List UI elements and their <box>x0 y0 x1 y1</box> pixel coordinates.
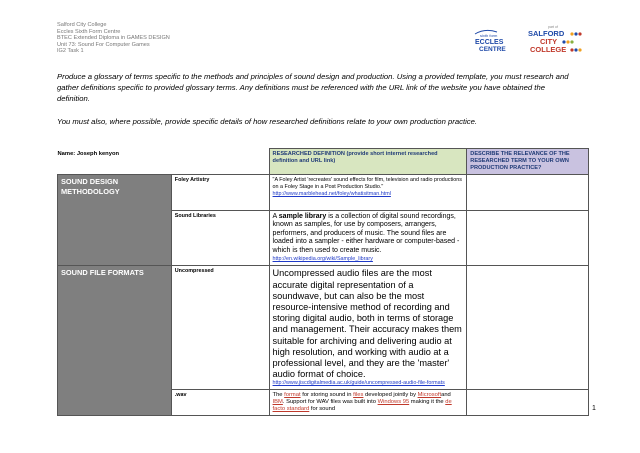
eccles-logo-line2: CENTRE <box>479 46 506 53</box>
term-foley-artistry: Foley Artistry <box>171 175 269 211</box>
definition-libraries-text: is a collection of digital sound recordings, known as samples, for use by composers, arrangers, performers, and producers of music. The sound files are loaded into a sampler - either hardware or computer-based - which is then used to create music. <box>272 213 460 254</box>
salford-logo-line2: CITY <box>540 37 558 46</box>
header-line-centre: Eccles Sixth Form Centre <box>57 28 121 35</box>
salford-city-college-logo <box>528 22 588 56</box>
relevance-foley[interactable] <box>467 175 589 211</box>
definition-libraries <box>269 211 467 266</box>
wav-link-windows95[interactable]: Windows 95 <box>377 399 410 406</box>
header-line-college: Salford City College <box>57 22 107 28</box>
definition-uncompressed <box>269 266 467 390</box>
wav-link-microsoft[interactable]: Microsoft <box>417 392 442 399</box>
definition-libraries-link[interactable]: http://en.wikipedia.org/wiki/Sample_library <box>272 256 373 263</box>
salford-logo-line3: COLLEGE <box>530 45 567 54</box>
wav-text-2: for storing sound in <box>300 392 354 399</box>
wav-link-files[interactable]: files <box>353 392 364 399</box>
header-line-task: IG2 Task 1 <box>57 48 84 55</box>
document-header <box>57 22 170 55</box>
definition-foley-text: "A Foley Artist 'recreates' sound effects for film, television and radio productions on a Foley Stage in a Post Production Studio." <box>272 177 462 190</box>
header-line-unit: Unit 73: Sound For Computer Games <box>57 41 150 48</box>
category-sound-design: SOUND DESIGN METHODOLOGY <box>58 175 172 266</box>
relevance-wav[interactable] <box>467 390 589 415</box>
term-wav: .wav <box>171 390 269 415</box>
wav-text-6: making it the <box>409 399 446 406</box>
definition-libraries-prefix: A <box>272 213 279 220</box>
eccles-logo-line1: ECCLES <box>475 39 504 46</box>
term-uncompressed: Uncompressed <box>171 266 269 390</box>
table-row <box>58 266 589 390</box>
salford-logo-line1: SALFORD <box>528 29 565 38</box>
wav-text-4: and <box>441 392 451 399</box>
category-sound-file-formats: SOUND FILE FORMATS <box>58 266 172 415</box>
definition-uncompressed-text: Uncompressed audio files are the most accurate digital representation of a soundwave, but can also be the most resource-intensive method of recording and storing digital audio, both in terms of storage and management. Their accuracy makes them suitable for archiving and delivering audio at high resolution, and working with audio at a professional level, and they are the 'master' audio format of choice. <box>272 268 462 380</box>
wav-text-5: . Support for WAV files was built into <box>282 399 378 406</box>
table-row <box>58 175 589 211</box>
relevance-header: DESCRIBE THE RELEVANCE OF THE RESEARCHED TERM TO YOUR OWN PRODUCTION PRACTICE? <box>467 149 589 175</box>
relevance-libraries[interactable] <box>467 211 589 266</box>
eccles-sixth-form-logo <box>473 28 519 54</box>
wav-link-ibm[interactable]: IBM <box>272 399 283 406</box>
table-header-row <box>58 149 589 175</box>
definition-wav <box>269 390 467 415</box>
definition-foley <box>269 175 467 211</box>
instructions-paragraph-1: Produce a glossary of terms specific to the methods and principles of sound design and production. Using a provided template, you must research and gather definitions specific to provided glossary terms. Any definitions must be referenced with the URL link of the website you have obtained the definition. <box>57 72 569 103</box>
wav-text-3: developed jointly by <box>363 392 418 399</box>
header-line-course: BTEC Extended Diploma in GAMES DESIGN <box>57 35 170 42</box>
salford-logo-top: part of <box>548 25 558 29</box>
wav-link-defacto[interactable]: de facto standard <box>272 399 452 413</box>
definition-libraries-bold: sample library <box>278 213 327 220</box>
researched-definition-header: RESEARCHED DEFINITION (provide short internet researched definition and URL link) <box>269 149 467 175</box>
definition-foley-link[interactable]: http://www.marblehead.net/foley/whatisitman.html <box>272 191 391 197</box>
glossary-table <box>57 148 589 416</box>
wav-text-7: for sound <box>309 406 336 413</box>
task-instructions <box>57 71 577 127</box>
wav-text-1: The <box>272 392 285 399</box>
term-sound-libraries: Sound Libraries <box>171 211 269 266</box>
eccles-logo-small: sixth form <box>480 33 498 38</box>
student-name: Name: Joseph kenyon <box>57 150 120 157</box>
definition-uncompressed-link[interactable]: http://www.jiscdigitalmedia.ac.uk/guide/uncompressed-audio-file-formats <box>272 380 445 387</box>
relevance-uncompressed[interactable] <box>467 266 589 390</box>
page-number: 1 <box>592 405 596 412</box>
wav-link-format[interactable]: format <box>284 392 301 399</box>
instructions-paragraph-2: You must also, where possible, provide specific details of how researched definitions relate to your own production practice. <box>57 117 478 126</box>
